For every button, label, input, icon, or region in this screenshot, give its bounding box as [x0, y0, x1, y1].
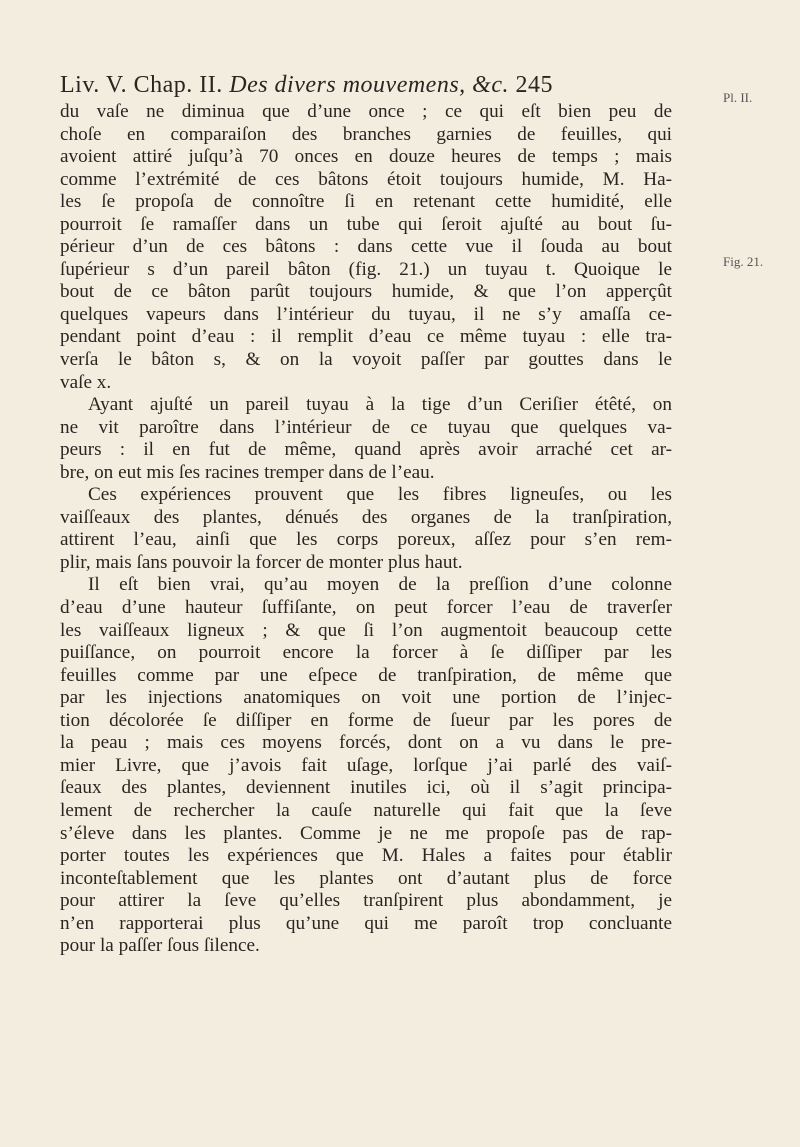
body-text: [60, 101, 672, 958]
text-line: puiſſance, on pourroit encore la forcer à ſe diſſiper par les: [60, 642, 672, 664]
text-line: pour attirer la ſeve qu’elles tranſpirent plus abondamment, je: [60, 890, 672, 912]
text-line: les vaiſſeaux ligneux ; & que ſi l’on augmentoit beaucoup cette: [60, 619, 672, 641]
text-line: du vaſe ne diminua que d’une once ; ce qui eſt bien peu de: [60, 101, 672, 122]
text-line: pendant point d’eau : il remplit d’eau ce même tuyau : elle tra-: [60, 326, 672, 348]
text-line: feuilles comme par une eſpece de tranſpiration, de même que: [60, 664, 672, 686]
plate-note: Pl. II.: [723, 90, 753, 105]
text-line: comme l’extrémité de ces bâtons étoit toujours humide, M. Ha-: [60, 168, 672, 190]
page-number: 245: [515, 72, 553, 98]
text-line: par les injections anatomiques on voit une portion de l’injec-: [60, 687, 672, 709]
text-line: d’eau d’une hauteur ſuffiſante, on peut forcer l’eau de traverſer: [60, 597, 672, 619]
text-line: choſe en comparaiſon des branches garnies de feuilles, qui: [60, 123, 672, 145]
text-line: verſa le bâton s, & on la voyoit paſſer par gouttes dans le: [60, 349, 672, 371]
text-line: tion décolorée ſe diſſiper en forme de ſueur par les pores de: [60, 709, 672, 731]
text-line: bre, on eut mis ſes racines tremper dans de l’eau.: [60, 461, 435, 483]
text-line: lement de rechercher la cauſe naturelle qui fait que la ſeve: [60, 799, 672, 821]
text-line: Il eſt bien vrai, qu’au moyen de la preſſion d’une colonne: [88, 574, 672, 596]
text-line: s’éleve dans les plantes. Comme je ne me propoſe pas de rap-: [60, 822, 672, 844]
text-line: pour la paſſer ſous ſilence.: [60, 935, 260, 957]
text-line: n’en rapporterai plus qu’une qui me paroît trop concluante: [60, 912, 672, 934]
text-line: quelques vapeurs dans l’intérieur du tuyau, il ne s’y amaſſa ce-: [60, 303, 672, 325]
text-line: vaiſſeaux des plantes, dénués des organes de la tranſpiration,: [60, 506, 672, 528]
text-line: les ſe propoſa de connoître ſi en retenant cette humidité, elle: [60, 191, 672, 213]
text-line: Ayant ajuſté un pareil tuyau à la tige d’un Ceriſier étêté, on: [88, 394, 672, 416]
text-line: mier Livre, que j’avois fait uſage, lorſque j’ai parlé des vaiſ-: [60, 754, 672, 776]
running-header: [60, 72, 630, 99]
text-line: vaſe x.: [60, 371, 112, 393]
text-line: pourroit ſe ramaſſer dans un tube qui ſeroit ajuſté au bout ſu-: [60, 213, 672, 235]
text-line: attirent l’eau, ainſi que les corps poreux, aſſez pour s’en rem-: [60, 529, 672, 551]
text-line: peurs : il en fut de même, quand après avoir arraché cet ar-: [60, 439, 672, 461]
text-line: inconteſtablement que les plantes ont d’autant plus de force: [60, 867, 672, 889]
text-line: ſeaux des plantes, deviennent inutiles ici, où il s’agit principa-: [60, 777, 672, 799]
text-line: ne vit paroître dans l’intérieur de ce tuyau que quelques va-: [60, 416, 672, 438]
text-line: avoient attiré juſqu’à 70 onces en douze heures de temps ; mais: [60, 146, 672, 168]
text-line: porter toutes les expériences que M. Hales a faites pour établir: [60, 845, 672, 867]
header-title: Des divers mouvemens, &c.: [229, 72, 509, 98]
text-line: Ces expériences prouvent que les fibres ligneuſes, ou les: [88, 484, 672, 506]
text-line: ſupérieur s d’un pareil bâton (fig. 21.) un tuyau t. Quoique le: [60, 258, 672, 280]
text-line: plir, mais ſans pouvoir la forcer de monter plus haut.: [60, 551, 463, 573]
text-line: bout de ce bâton parût toujours humide, & que l’on apperçût: [60, 281, 672, 303]
text-line: la peau ; mais ces moyens forcés, dont on a vu dans le pre-: [60, 732, 672, 754]
header-book: Liv. V.: [60, 72, 128, 98]
figure-note: Fig. 21.: [723, 254, 764, 269]
header-chapter: Chap. II.: [133, 72, 223, 98]
text-line: périeur d’un de ces bâtons : dans cette vue il ſouda au bout: [60, 236, 672, 258]
